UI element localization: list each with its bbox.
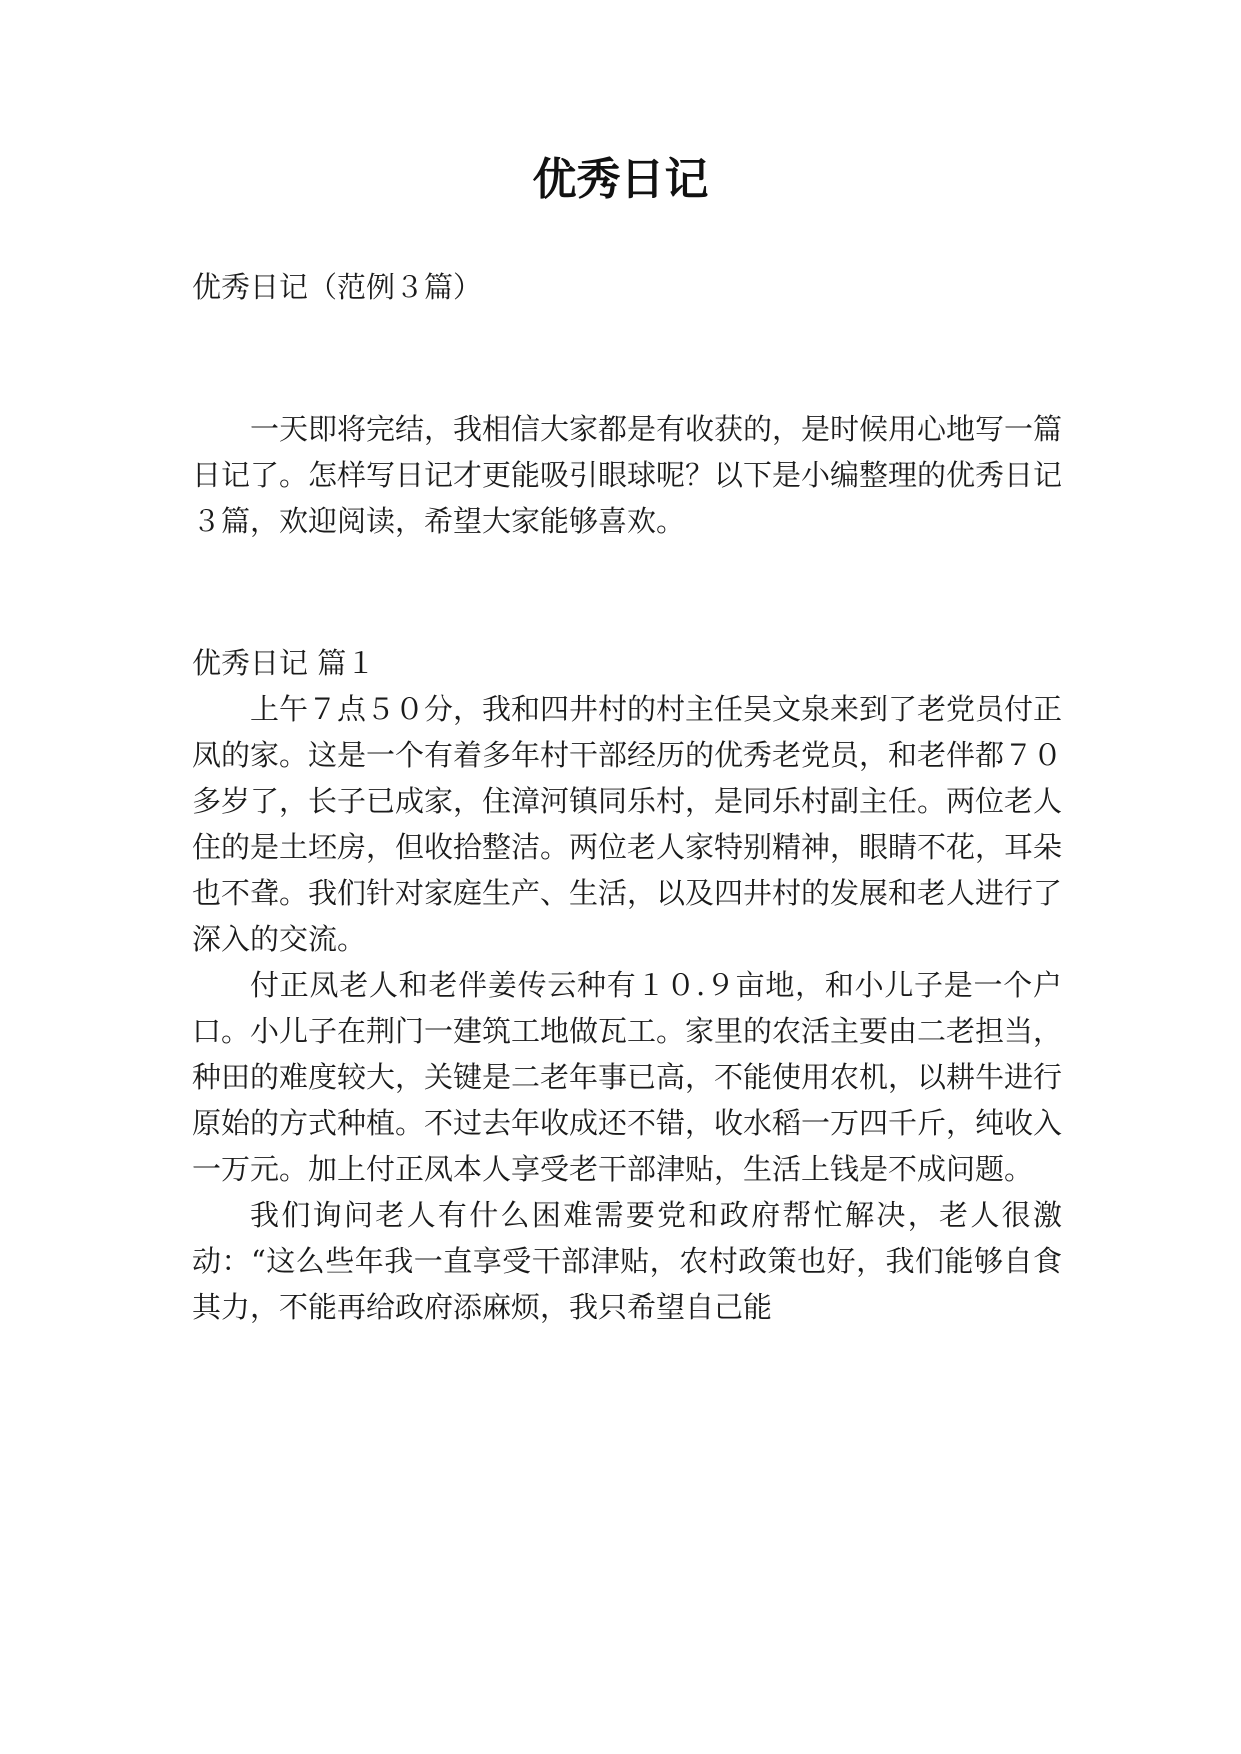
section-heading: 优秀日记 篇１	[192, 646, 376, 680]
section-paragraph: 付正凤老人和老伴姜传云种有１０.９亩地，和小儿子是一个户口。小儿子在荆门一建筑工地做瓦工。家里的农活主要由二老担当，种田的难度较大，关键是二老年事已高，不能使用农机，以耕牛进行原始的方式种植。不过去年收成还不错，收水稻一万四千斤，纯收入一万元。加上付正凤本人享受老干部津贴，生活上钱是不成问题。	[192, 968, 1063, 1186]
document-title: 优秀日记	[532, 154, 709, 205]
section-paragraph: 上午７点５０分，我和四井村的村主任吴文泉来到了老党员付正凤的家。这是一个有着多年村干部经历的优秀老党员，和老伴都７０多岁了，长子已成家，住漳河镇同乐村，是同乐村副主任。两位老人住的是土坯房，但收拾整洁。两位老人家特别精神，眼睛不花，耳朵也不聋。我们针对家庭生产、生活，以及四井村的发展和老人进行了深入的交流。	[192, 692, 1063, 956]
diary-section-1	[192, 640, 1062, 1330]
intro-paragraph: 一天即将完结，我相信大家都是有收获的，是时候用心地写一篇日记了。怎样写日记才更能吸引眼球呢？以下是小编整理的优秀日记３篇，欢迎阅读，希望大家能够喜欢。	[192, 412, 1063, 538]
section-paragraph: 我们询问老人有什么困难需要党和政府帮忙解决，老人很激动：“这么些年我一直享受干部津贴，农村政策也好，我们能够自食其力，不能再给政府添麻烦，我只希望自己能	[192, 1198, 1062, 1324]
document-subtitle: 优秀日记（范例３篇）	[192, 270, 483, 304]
